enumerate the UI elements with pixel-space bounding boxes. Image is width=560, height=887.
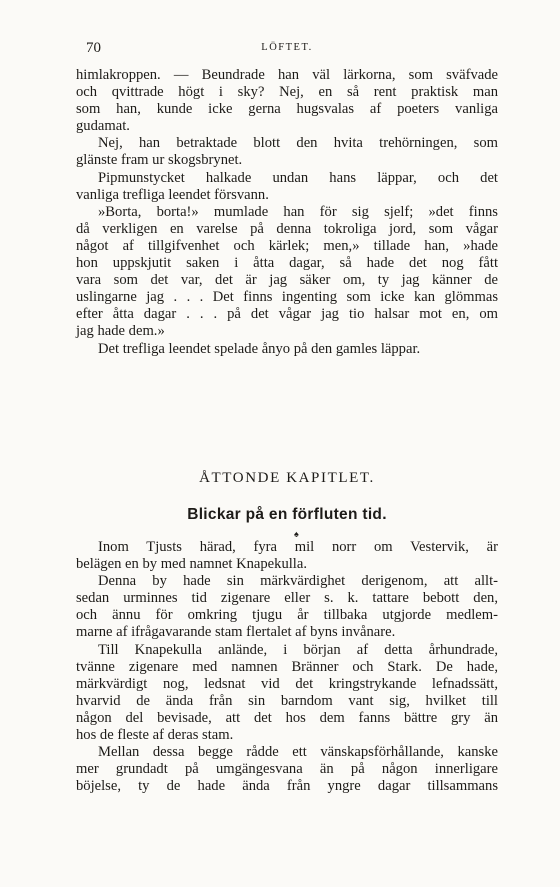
text-line: märkvärdigt nog, ledsnat vid det kringstrykande lefnadssätt, <box>76 675 498 692</box>
text-line: Denna by hade sin märkvärdighet derigenom, att allt- <box>98 573 498 590</box>
running-title: LÖFTET. <box>261 42 313 53</box>
text-line: jag hade dem.» <box>76 323 165 340</box>
text-line: böjelse, ty de hade ända från yngre dagar tillsammans <box>76 778 498 795</box>
chapter-heading: ÅTTONDE KAPITLET. <box>199 470 375 486</box>
text-line: och qvittrade högt i sky? Nej, en så rent praktisk man <box>76 84 498 101</box>
text-line: himlakroppen. — Beundrade han väl lärkorna, som sväfvade <box>76 67 498 83</box>
running-head <box>76 40 498 60</box>
text-line: vara som det var, det är jag säker om, ty jag känner de <box>76 272 498 289</box>
text-line: Till Knapekulla anlände, i början af detta århundrade, <box>98 641 498 658</box>
text-line: »Borta, borta!» mumlade han för sig sjelf; »det finns <box>98 203 498 220</box>
text-line: efter åtta dagar . . . på det vågar jag tio halsar mot en, om <box>76 306 498 323</box>
text-line: belägen en by med namnet Knapekulla. <box>76 556 307 573</box>
text-line: hvarvid de ända från sin barndom vant sig, hvilket till <box>76 692 498 709</box>
text-line: hos de fleste af deras stam. <box>76 727 234 744</box>
page-number: 70 <box>86 40 101 56</box>
text-line: mer grundadt på umgängesvana än på någon innerligare <box>76 761 498 778</box>
text-line: uslingarne jag . . . Det finns ingenting som icke kan glömmas <box>76 289 498 306</box>
text-line: gudamat. <box>76 118 130 135</box>
body-text-section-b <box>76 539 498 795</box>
text-line: hon uppskjutit saken i åtta dagar, så hade det nog fått <box>76 255 498 272</box>
ornament-mark: ♠ <box>294 529 299 539</box>
text-line: Inom Tjusts härad, fyra mil norr om Vestervik, är <box>98 539 498 555</box>
chapter-title: Blickar på en förfluten tid. <box>187 506 387 523</box>
text-line: något af tillgifvenhet och kärlek; men,» tillade han, »hade <box>76 237 498 254</box>
text-line: Nej, han betraktade blott den hvita trehörningen, som <box>98 135 498 152</box>
text-line: som han, kunde icke gerna hugsvalas af poeters vanliga <box>76 101 498 118</box>
text-line: marne af ifrågavarande stam flertalet af byns invånare. <box>76 624 396 641</box>
text-line: och ännu för omkring tjugu år tillbaka utgjorde medlem- <box>76 607 498 624</box>
text-line: glänste fram ur skogsbrynet. <box>76 152 243 169</box>
text-line: Det trefliga leendet spelade ånyo på den gamles läppar. <box>98 340 421 357</box>
text-line: vanliga trefliga leendet försvann. <box>76 186 269 203</box>
text-line: Pipmunstycket halkade undan hans läppar, och det <box>98 169 498 186</box>
text-line: någon del bevisade, att det hos dem fanns bättre gry än <box>76 709 498 726</box>
text-line: Mellan dessa begge rådde ett vänskapsförhållande, kanske <box>98 744 498 761</box>
text-line: tvänne zigenare med namnen Bränner och Stark. De hade, <box>76 658 498 675</box>
text-line: då verkligen en varelse på denna tokroliga jord, som vågar <box>76 220 498 237</box>
text-line: sedan urminnes tid zigenare eller s. k. tattare bebott den, <box>76 590 498 607</box>
body-text-section-a <box>76 67 498 358</box>
